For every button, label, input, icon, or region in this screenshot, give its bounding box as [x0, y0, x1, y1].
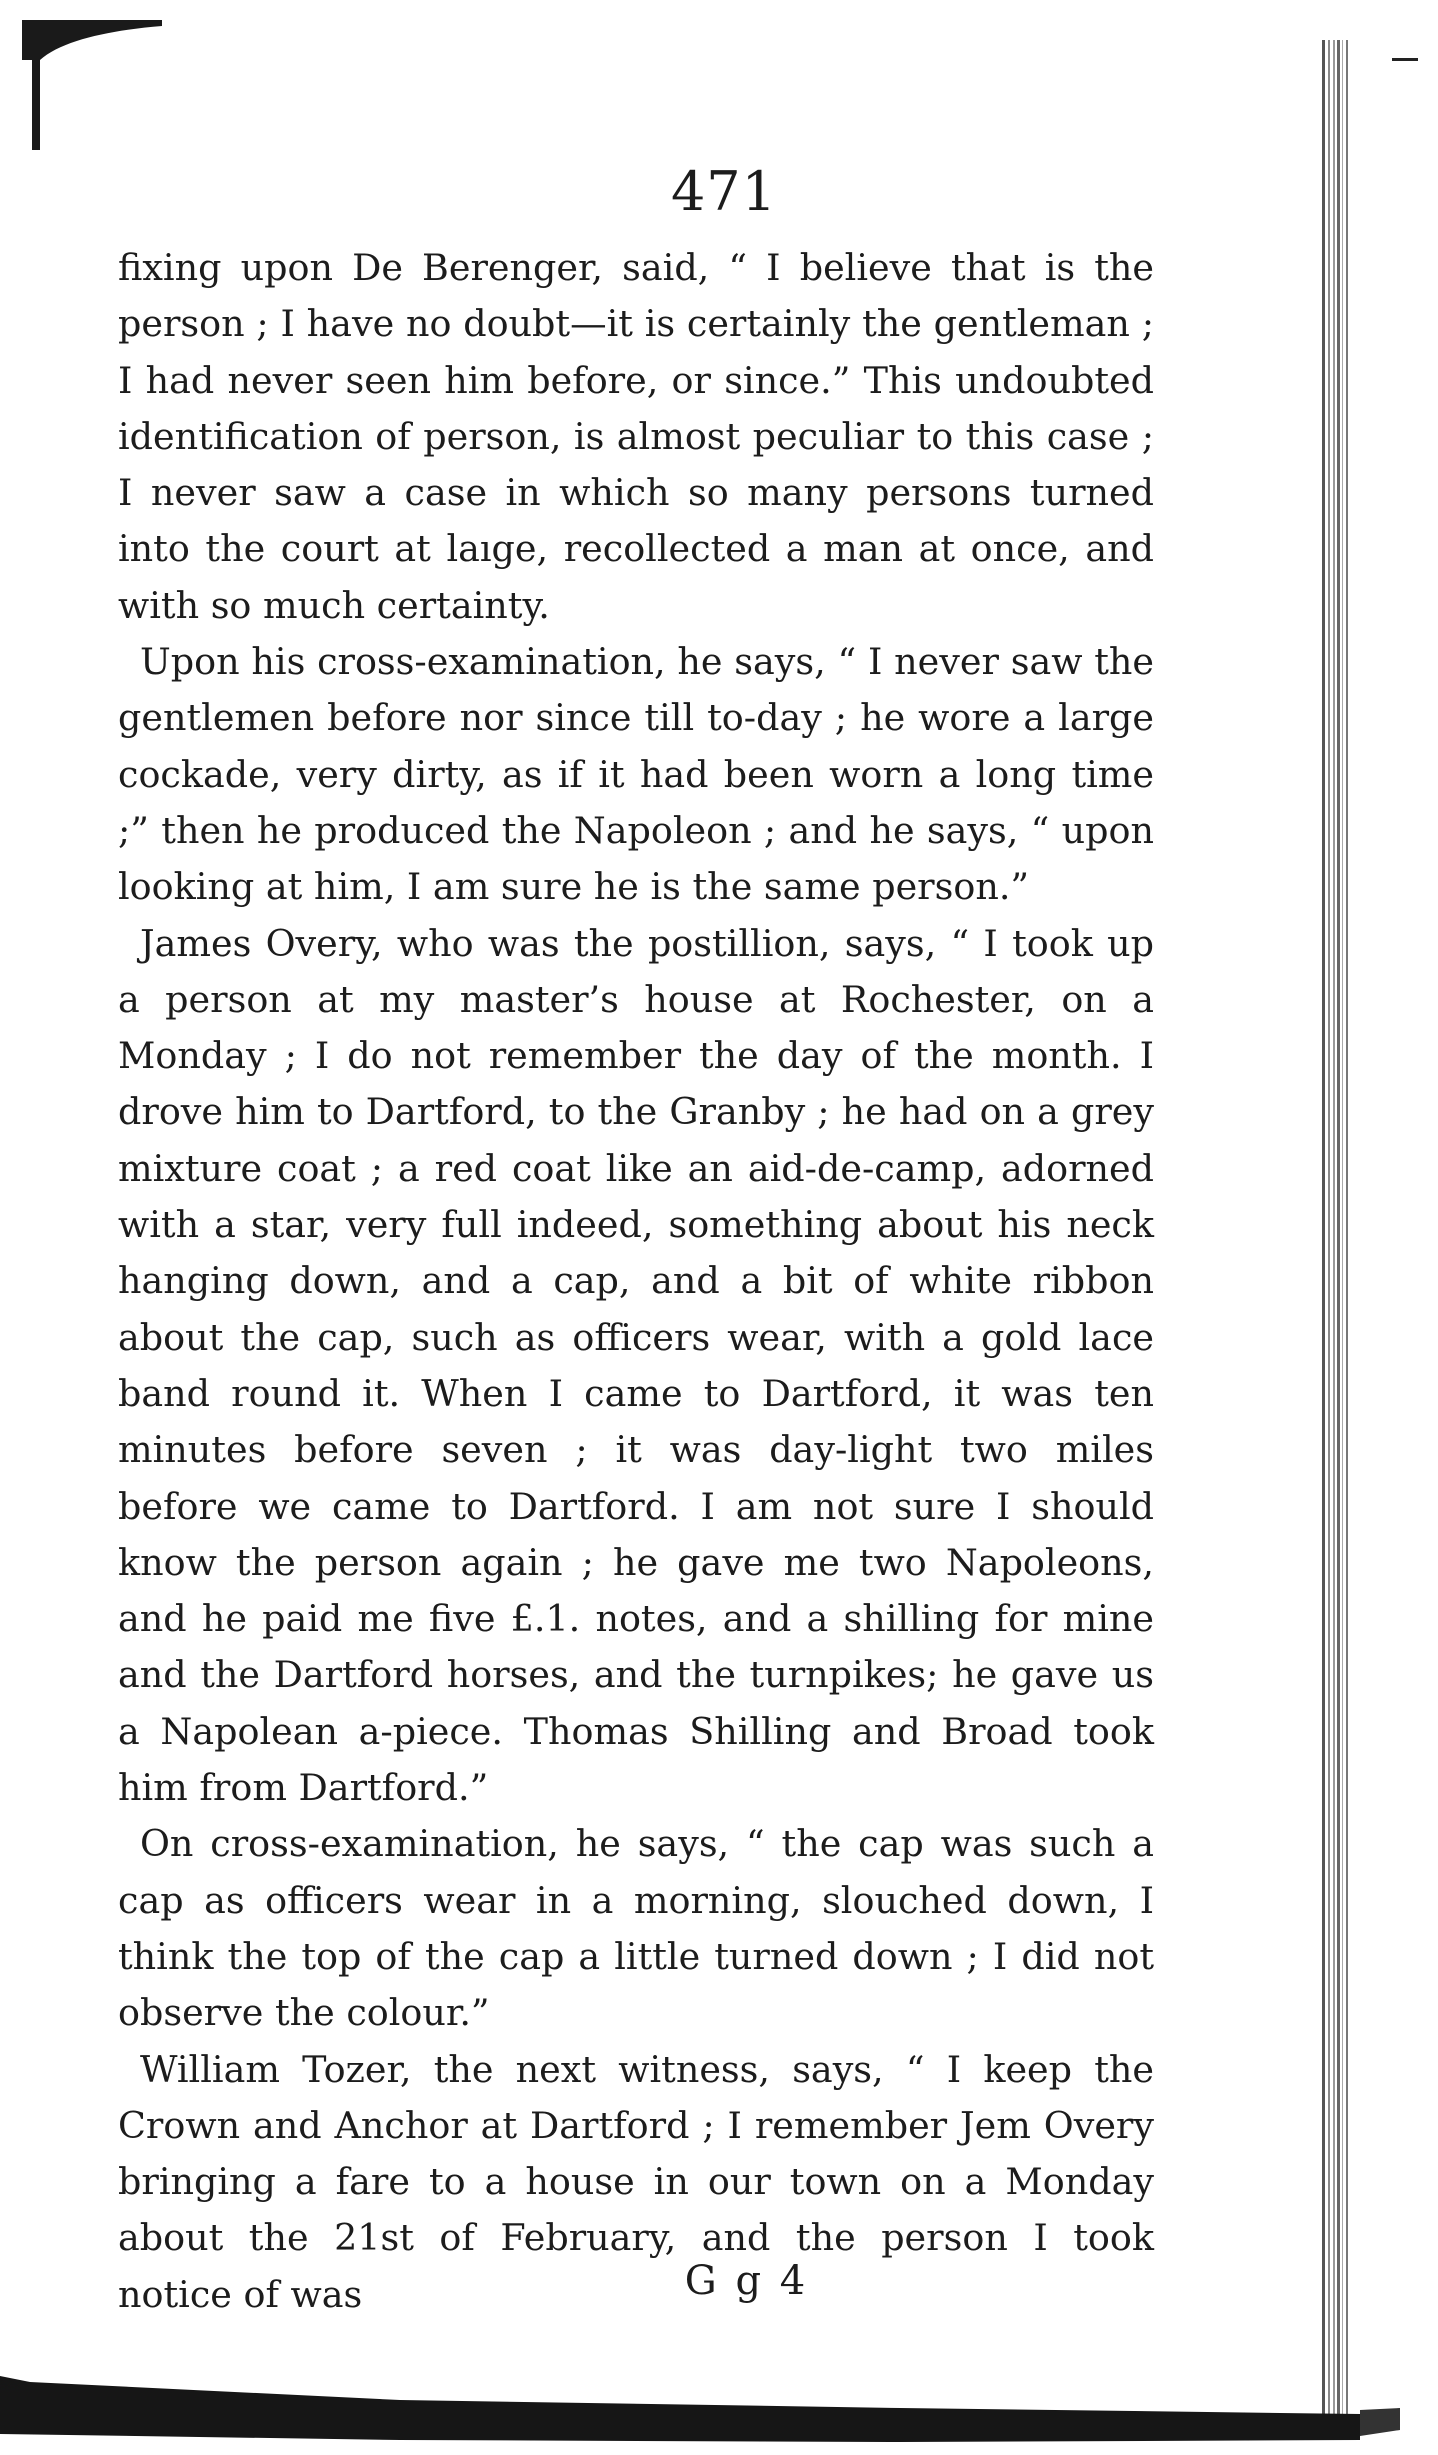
paragraph: fixing upon De Berenger, said, “ I believe that is the person ; I have no doubt—it is certainly the gentleman ; I had never seen him before, or since.” This undoubted identification of person, is almost peculiar to this case ; I never saw a case in which so many persons turned into the court at laıge, recollected a man at once, and with so much certainty.: [118, 246, 1154, 627]
paragraph: William Tozer, the next witness, says, “ I keep the Crown and Anchor at Dartford ; I remember Jem Overy bringing a fare to a house in our town on a Monday about the 21st of February, and the person I took notice of was: [118, 2047, 1154, 2316]
page-corner-shadow: [22, 20, 162, 150]
paragraph: On cross-examination, he says, “ the cap was such a cap as officers wear in a morning, slouched down, I think the top of the cap a little turned down ; I did not observe the colour.”: [118, 1822, 1154, 2035]
body-text: [118, 240, 1154, 2323]
page-spine-edge: [1322, 40, 1352, 2440]
page-number: 471: [670, 160, 778, 223]
signature-mark: G g 4: [684, 2258, 809, 2304]
paragraph: Upon his cross-examination, he says, “ I never saw the gentlemen before nor since till to-day ; he wore a large cockade, very dirty, as if it had been worn a long time ;” then he produced the Napoleon ; and he says, “ upon looking at him, I am sure he is the same person.”: [118, 640, 1154, 909]
scan-tick-mark: [1392, 58, 1418, 61]
paragraph: James Overy, who was the postillion, says, “ I took up a person at my master’s house at Rochester, on a Monday ; I do not remember the day of the month. I drove him to Dartford, to the Granby ; he had on a grey mixture coat ; a red coat like an aid-de-camp, adorned with a star, very full indeed, something about his neck hanging down, and a cap, and a bit of white ribbon about the cap, such as officers wear, with a gold lace band round it. When I came to Dartford, it was ten minutes before seven ; it was day-light two miles before we came to Dartford. I am not sure I should know the person again ; he gave me two Napoleons, and he paid me five £.1. notes, and a shilling for mine and the Dartford horses, and the turnpikes; he gave us a Napolean a-piece. Thomas Shilling and Broad took him from Dartford.”: [118, 921, 1154, 1810]
page-bottom-edge: [0, 2370, 1438, 2455]
